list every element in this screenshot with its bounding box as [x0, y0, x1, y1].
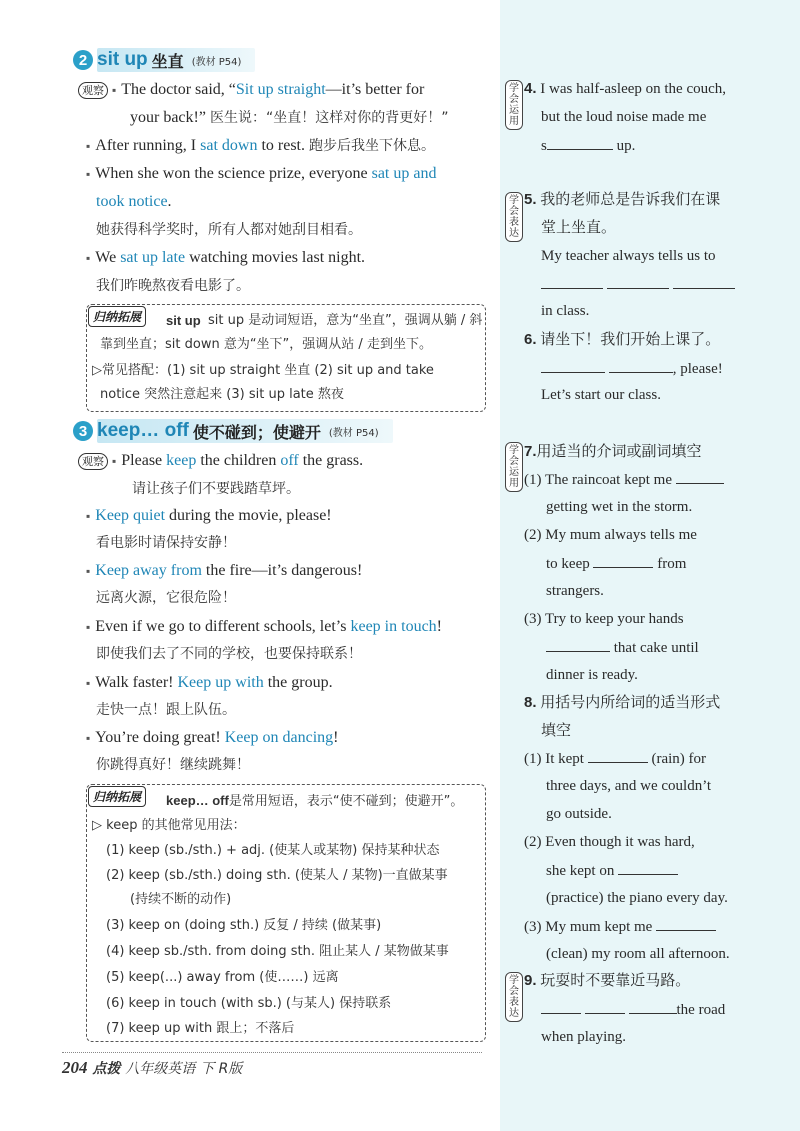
example-2-3-cn: 她获得科学奖时，所有人都对她刮目相看。 — [96, 222, 362, 238]
bullet-icon: ▪ — [112, 83, 117, 97]
section-2-header — [73, 47, 255, 73]
q7-3-line-3: dinner is ready. — [546, 667, 638, 683]
q5-line-2: 堂上坐直。 — [541, 218, 617, 236]
summary-3-line-4: (持续不断的动作) — [130, 892, 232, 907]
q5-line-5: in class. — [541, 303, 590, 319]
section-3-header — [73, 418, 393, 444]
q4-line-2: but the loud noise made me — [541, 109, 707, 125]
q8-1-line-2: three days, and we couldn’t — [546, 778, 712, 794]
example-2-2: ▪ After running, I sat down to rest. 跑步后我坐下休息。 — [86, 137, 435, 154]
q4-line-3: s up. — [541, 135, 635, 156]
summary-2-line-4: notice 突然注意起来 (3) sit up late 熬夜 — [100, 387, 344, 402]
book-name: 点拨 — [92, 1061, 121, 1077]
summary-2-line-1: sit up — [166, 313, 201, 328]
tag-learn-use: 学 会 运 用 — [505, 442, 523, 492]
q6-line-1: 6. 请坐下！我们开始上课了。 — [524, 330, 721, 348]
summary-2-line-2: 靠到坐直；sit down 意为“坐下”，强调从站 / 走到坐下。 — [100, 337, 432, 352]
section-2-title: sit up — [97, 49, 148, 70]
q7-3-blank[interactable] — [546, 637, 610, 652]
example-3-2: ▪ Keep quiet during the movie, please! — [86, 507, 332, 524]
q7-2-line-2: to keep from — [546, 553, 686, 574]
section-3-title: keep… off — [97, 420, 189, 441]
example-2-4: ▪ We sat up late watching movies last night. — [86, 249, 366, 266]
bullet-icon: ▪ — [86, 251, 91, 265]
tag-learn-express: 学 会 表 达 — [505, 192, 523, 242]
footer-divider — [62, 1052, 482, 1053]
section-3-ref: (教材 P54) — [328, 427, 379, 439]
section-2-cn-title: 坐直 — [151, 51, 184, 71]
q8-title-1: 8. 用括号内所给词的适当形式 — [524, 693, 721, 711]
q8-2-line-2: she kept on — [546, 860, 678, 881]
q6-line-3: Let’s start our class. — [541, 387, 661, 403]
summary-tag-3: 归纳拓展 — [88, 786, 146, 807]
q8-1-line-3: go outside. — [546, 806, 612, 822]
section-2-number: 2 — [73, 50, 93, 70]
q8-2-line-3: (practice) the piano every day. — [546, 890, 728, 906]
section-3-cn-title: 使不碰到；使避开 — [192, 422, 321, 442]
q9-line-2: the road — [541, 999, 725, 1020]
bullet-icon: ▪ — [86, 676, 91, 690]
q8-1-line-1: (1) It kept (rain) for — [524, 748, 706, 769]
q5-blank-2[interactable] — [607, 274, 669, 289]
observe-tag: 观察 — [78, 82, 108, 99]
summary-3-line-2: (1) keep (sb./sth.) + adj. (使某人或某物) 保持某种状态 — [106, 843, 440, 858]
section-2-ref: (教材 P54) — [191, 56, 242, 68]
summary-3-line-1: ▷ keep 的其他常见用法： — [92, 818, 246, 833]
q9-blank-1[interactable] — [541, 999, 581, 1014]
example-3-1-cn: 请让孩子们不要践踏草坪。 — [132, 481, 300, 497]
bullet-icon: ▪ — [86, 139, 91, 153]
q8-3-line-1: (3) My mum kept me — [524, 916, 716, 937]
q7-1-line-1: (1) The raincoat kept me — [524, 469, 724, 490]
q5-blanks — [541, 274, 735, 295]
summary-2-line-1-text: sit up 是动词短语，意为“坐直”，强调从躺 / 斜 — [208, 313, 483, 328]
summary-3-line-9: (7) keep up with 跟上；不落后 — [106, 1021, 295, 1036]
example-3-5: ▪ Walk faster! Keep up with the group. — [86, 674, 333, 691]
q7-2-line-3: strangers. — [546, 583, 604, 599]
page-footer — [62, 1058, 242, 1078]
book-edition: 下 R版 — [200, 1061, 243, 1077]
q8-title-2: 填空 — [541, 721, 572, 739]
section-3-number: 3 — [73, 421, 93, 441]
bullet-icon: ▪ — [86, 620, 91, 634]
observe-tag: 观察 — [78, 453, 108, 470]
q5-line-1: 5. 我的老师总是告诉我们在课 — [524, 190, 721, 208]
bullet-icon: ▪ — [86, 731, 91, 745]
summary-3-line-3: (2) keep (sb./sth.) doing sth. (使某人 / 某物)一直做某事 — [106, 868, 448, 883]
q7-3-line-2: that cake until — [546, 637, 699, 658]
bullet-icon: ▪ — [86, 509, 91, 523]
tag-learn-express: 学 会 表 达 — [505, 972, 523, 1022]
q4-line-1: 4. I was half-asleep on the couch, — [524, 80, 727, 97]
example-3-4: ▪ Even if we go to different schools, let’s keep in touch! — [86, 618, 442, 635]
q9-line-1: 9. 玩耍时不要靠近马路。 — [524, 971, 691, 989]
summary-3-line-6: (4) keep sb./sth. from doing sth. 阻止某人 / 某物做某事 — [106, 944, 449, 959]
q8-2-line-1: (2) Even though it was hard, — [524, 834, 695, 850]
q7-3-line-1: (3) Try to keep your hands — [524, 611, 684, 627]
page-number: 204 — [62, 1058, 88, 1077]
summary-3-line-5: (3) keep on (doing sth.) 反复 / 持续 (做某事) — [106, 918, 382, 933]
q9-blank-3[interactable] — [629, 999, 677, 1014]
q6-blank-2[interactable] — [609, 358, 673, 373]
example-2-3-line2: took notice. — [96, 193, 172, 210]
q7-2-line-1: (2) My mum always tells me — [524, 527, 697, 543]
bullet-icon: ▪ — [86, 564, 91, 578]
example-3-6-cn: 你跳得真好！继续跳舞！ — [96, 757, 250, 773]
tag-learn-use: 学 会 运 用 — [505, 80, 523, 130]
q9-blank-2[interactable] — [585, 999, 625, 1014]
q7-title: 7.用适当的介词或副词填空 — [524, 442, 702, 460]
q5-blank-3[interactable] — [673, 274, 735, 289]
example-3-6: ▪ You’re doing great! Keep on dancing! — [86, 729, 339, 746]
summary-3-line-7: (5) keep(...) away from (使……) 远离 — [106, 970, 339, 985]
section-3-title-bar — [97, 419, 393, 443]
bullet-icon: ▪ — [86, 167, 91, 181]
example-2-1-line2: your back!” 医生说：“坐直！这样对你的背更好！” — [130, 109, 449, 126]
summary-2-line-3: ▷常见搭配：(1) sit up straight 坐直 (2) sit up and take — [92, 363, 434, 378]
q8-2-blank[interactable] — [618, 860, 678, 875]
section-2-title-bar — [97, 48, 255, 72]
example-2-1: 观察 ▪ The doctor said, “Sit up straight—it’s better for — [78, 80, 424, 100]
q6-line-2: , please! — [541, 358, 723, 379]
q5-line-3: My teacher always tells us to — [541, 248, 716, 264]
q5-blank-1[interactable] — [541, 274, 603, 289]
bullet-icon: ▪ — [112, 454, 117, 468]
summary-3-lead: keep… off是常用短语，表示“使不碰到；使避开”。 — [166, 793, 464, 809]
example-2-4-cn: 我们昨晚熬夜看电影了。 — [96, 278, 250, 294]
book-grade: 八年级英语 — [125, 1061, 196, 1077]
q8-1-blank[interactable] — [588, 748, 648, 763]
example-3-1: 观察 ▪ Please keep the children off the grass. — [78, 451, 363, 471]
q7-1-line-2: getting wet in the storm. — [546, 499, 693, 515]
q8-3-line-2: (clean) my room all afternoon. — [546, 946, 730, 962]
example-3-3-cn: 远离火源，它很危险！ — [96, 590, 236, 606]
example-2-3: ▪ When she won the science prize, everyone sat up and — [86, 165, 437, 182]
example-3-3: ▪ Keep away from the fire—it’s dangerous! — [86, 562, 363, 579]
q7-1-blank[interactable] — [676, 469, 724, 484]
example-3-5-cn: 走快一点！跟上队伍。 — [96, 702, 236, 718]
q7-2-blank[interactable] — [593, 553, 653, 568]
q8-3-blank[interactable] — [656, 916, 716, 931]
q9-line-3: when playing. — [541, 1029, 626, 1045]
summary-tag-2: 归纳拓展 — [88, 306, 146, 327]
summary-3-line-8: (6) keep in touch (with sb.) (与某人) 保持联系 — [106, 996, 392, 1011]
example-3-2-cn: 看电影时请保持安静！ — [96, 535, 236, 551]
example-3-4-cn: 即使我们去了不同的学校，也要保持联系！ — [96, 646, 362, 662]
q4-blank[interactable] — [547, 135, 613, 150]
q6-blank-1[interactable] — [541, 358, 605, 373]
